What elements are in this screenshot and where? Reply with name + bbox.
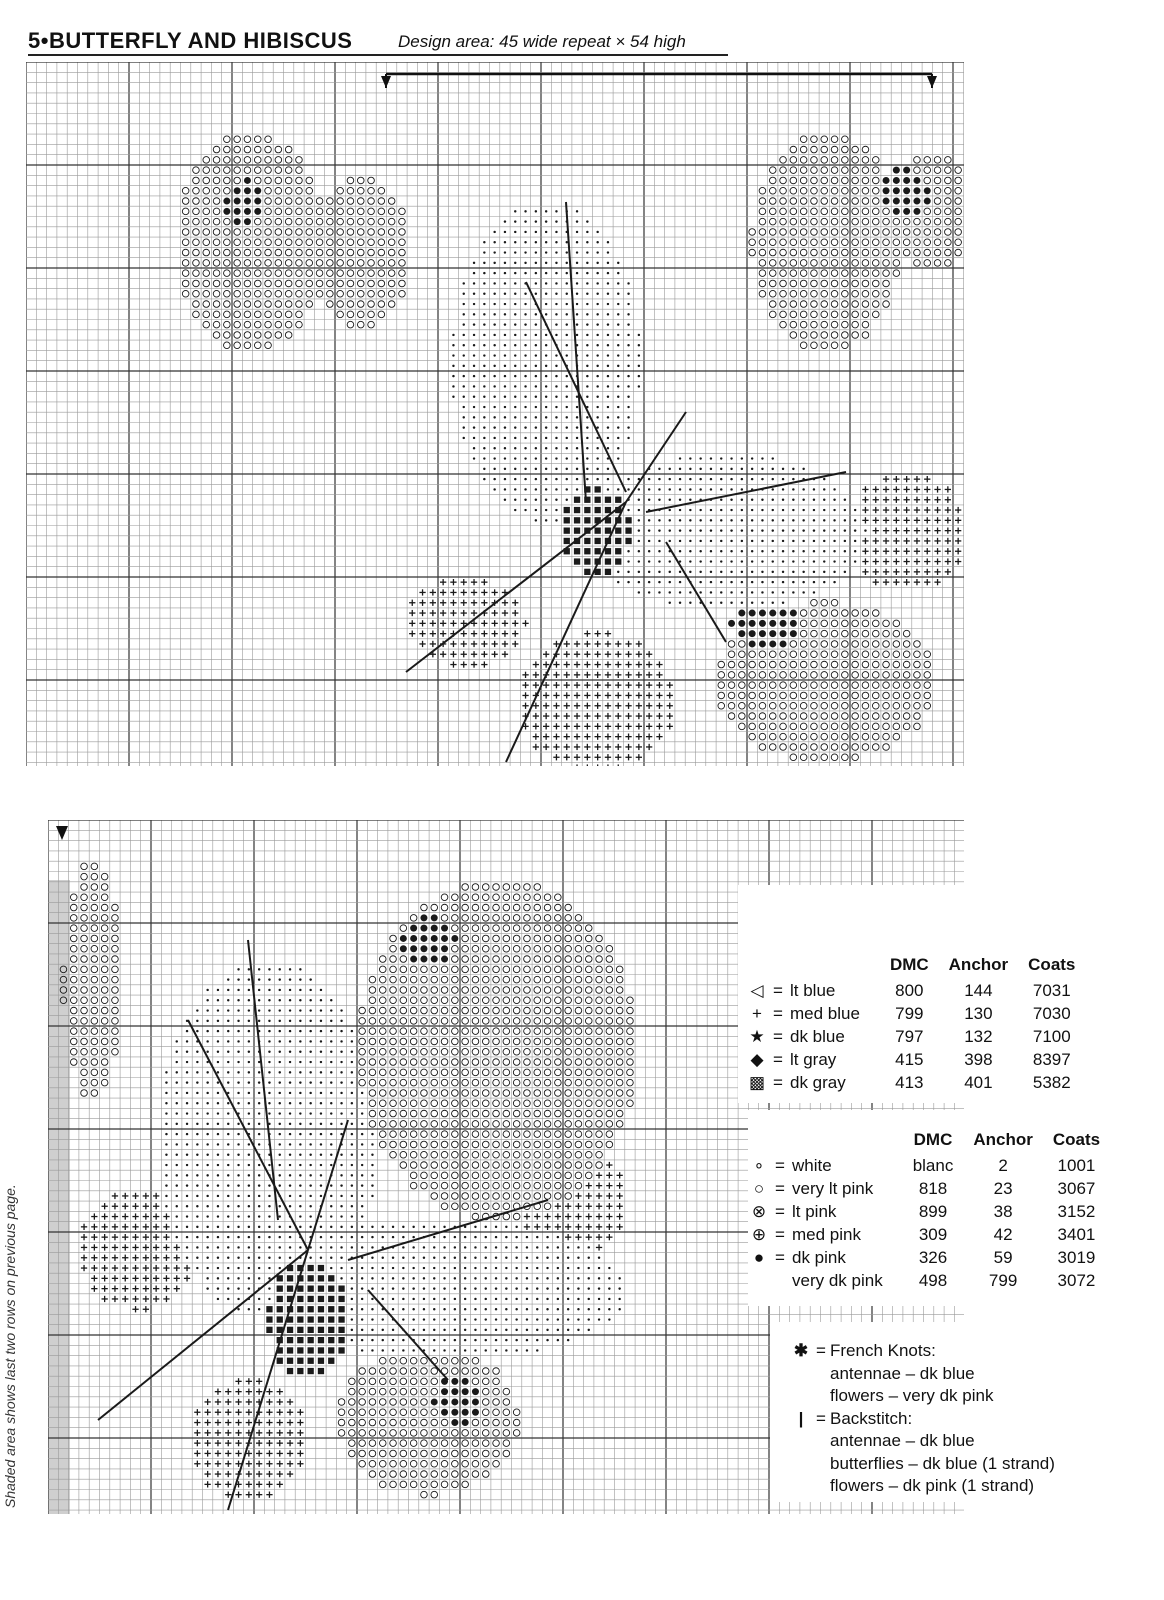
dmc-number: 326	[918, 1247, 948, 1267]
coats-number: 7100	[1032, 1026, 1071, 1046]
anchor-number: 42	[993, 1224, 1013, 1244]
equals-sign: =	[775, 1247, 785, 1267]
anchor-number: 132	[964, 1026, 993, 1046]
legend-pink-row	[748, 1223, 1110, 1246]
equals-sign: =	[773, 1003, 783, 1023]
col-coats: Coats	[1052, 1130, 1101, 1149]
equals-sign: =	[775, 1155, 785, 1175]
floss-name: lt gray	[790, 1049, 837, 1069]
legend-symbol-icon: ●	[753, 1247, 765, 1267]
legend-symbol-icon	[748, 1269, 770, 1292]
coats-number: 7031	[1032, 980, 1071, 1000]
legend-symbol-icon: ○	[753, 1178, 765, 1198]
floss-name: dk gray	[790, 1072, 846, 1092]
legend-symbol-icon: ∘	[753, 1155, 765, 1175]
french-knots-item: flowers – very dk pink	[830, 1386, 994, 1405]
coats-number: 3019	[1057, 1247, 1096, 1267]
french-knot-icon: ✱	[793, 1341, 809, 1360]
backstitch-icon: |	[798, 1408, 804, 1428]
floss-name: lt blue	[790, 980, 836, 1000]
coats-number: 3067	[1057, 1178, 1096, 1198]
repeat-start-marker	[56, 826, 68, 840]
equals-sign: =	[775, 1201, 785, 1221]
top-chart-motifs	[182, 136, 964, 766]
equals-sign: =	[773, 1049, 783, 1069]
dmc-number: 800	[895, 980, 924, 1000]
floss-name: dk pink	[792, 1247, 846, 1267]
equals-sign: =	[773, 1072, 783, 1092]
col-anchor: Anchor	[973, 1130, 1033, 1149]
coats-number: 1001	[1057, 1155, 1096, 1175]
dmc-number: 818	[918, 1178, 948, 1198]
col-anchor: Anchor	[948, 955, 1009, 974]
legend-symbol-icon: ▩	[748, 1072, 766, 1092]
legend-pink-table	[748, 1130, 1110, 1292]
legend-pink-row	[748, 1200, 1110, 1223]
legend-pink-box	[748, 1110, 1138, 1306]
dmc-number: 415	[895, 1049, 924, 1069]
floss-name: very dk pink	[792, 1270, 883, 1290]
legend-symbol-icon: ⊕	[751, 1224, 767, 1244]
legend-blue-row	[746, 1002, 1085, 1025]
anchor-number: 401	[964, 1072, 993, 1092]
legend-blue-row	[746, 1071, 1085, 1094]
stitch-notes: ✱ = French Knots: antennae – dk blue flowers – very dk pink | = Backstitch: antennae – dk blue butterflies – dk blue (1 strand) flowers – dk pink (1 strand)	[790, 1340, 1055, 1498]
dmc-number: 498	[918, 1270, 948, 1290]
legend-symbol-icon: ◆	[750, 1049, 764, 1069]
anchor-number: 38	[993, 1201, 1013, 1221]
floss-name: very lt pink	[792, 1178, 874, 1198]
floss-name: lt pink	[792, 1201, 837, 1221]
anchor-number: 144	[964, 980, 993, 1000]
floss-name: white	[792, 1155, 832, 1175]
dmc-number: 799	[895, 1003, 924, 1023]
french-knots-item: antennae – dk blue	[830, 1363, 975, 1383]
coats-number: 3401	[1057, 1224, 1096, 1244]
top-chart	[26, 62, 964, 766]
equals-sign: =	[775, 1224, 785, 1244]
shaded-area	[48, 880, 70, 1514]
backstitch-item: flowers – dk pink (1 strand)	[830, 1476, 1035, 1495]
french-knots-label: French Knots:	[830, 1341, 936, 1360]
coats-number: 8397	[1032, 1049, 1071, 1069]
legend-blue-table	[746, 955, 1085, 1094]
legend-blue-row	[746, 1048, 1085, 1071]
anchor-number: 398	[964, 1049, 993, 1069]
equals-sign: =	[773, 1026, 783, 1046]
legend-symbol-icon: ★	[749, 1026, 765, 1046]
legend-pink-row	[748, 1246, 1110, 1269]
legend-pink-row	[748, 1269, 1110, 1292]
legend-blue-box	[738, 885, 1128, 1103]
dmc-number: 413	[895, 1072, 924, 1092]
col-coats: Coats	[1028, 955, 1076, 974]
dmc-number: blanc	[912, 1155, 954, 1175]
legend-symbol-icon: +	[752, 1003, 762, 1023]
page-title: 5•BUTTERFLY AND HIBISCUS	[28, 28, 353, 53]
coats-number: 7030	[1032, 1003, 1071, 1023]
equals-sign: =	[773, 980, 783, 1000]
floss-name: dk blue	[790, 1026, 845, 1046]
backstitch-item: butterflies – dk blue (1 strand)	[830, 1453, 1055, 1473]
equals-sign	[770, 1269, 790, 1292]
legend-blue-row	[746, 1025, 1085, 1048]
equals-sign: =	[775, 1178, 785, 1198]
anchor-number: 23	[993, 1178, 1013, 1198]
legend-symbol-icon: ⊗	[751, 1201, 767, 1221]
backstitch-item: antennae – dk blue	[830, 1431, 975, 1450]
legend-pink-row	[748, 1177, 1110, 1200]
anchor-number: 799	[988, 1270, 1018, 1290]
legend-pink-row	[748, 1154, 1110, 1177]
col-dmc: DMC	[913, 1130, 953, 1149]
chart-header	[28, 26, 728, 56]
coats-number: 3152	[1057, 1201, 1096, 1221]
repeat-marker	[381, 74, 937, 88]
col-dmc: DMC	[889, 955, 929, 974]
coats-number: 5382	[1032, 1072, 1071, 1092]
dmc-number: 899	[918, 1201, 948, 1221]
legend-symbol-icon: ◁	[750, 980, 764, 1000]
design-area-subtitle: Design area: 45 wide repeat × 54 high	[398, 32, 686, 51]
backstitch-label: Backstitch:	[830, 1408, 913, 1428]
floss-name: med blue	[790, 1003, 860, 1023]
shaded-area-note: Shaded area shows last two rows on previous page.	[2, 1184, 18, 1508]
anchor-number: 130	[964, 1003, 993, 1023]
legend-blue-row	[746, 979, 1085, 1002]
dmc-number: 797	[895, 1026, 924, 1046]
floss-name: med pink	[792, 1224, 861, 1244]
coats-number: 3072	[1057, 1270, 1096, 1290]
anchor-number: 2	[998, 1155, 1008, 1175]
dmc-number: 309	[918, 1224, 948, 1244]
top-chart-grid	[26, 62, 964, 766]
anchor-number: 59	[993, 1247, 1013, 1267]
